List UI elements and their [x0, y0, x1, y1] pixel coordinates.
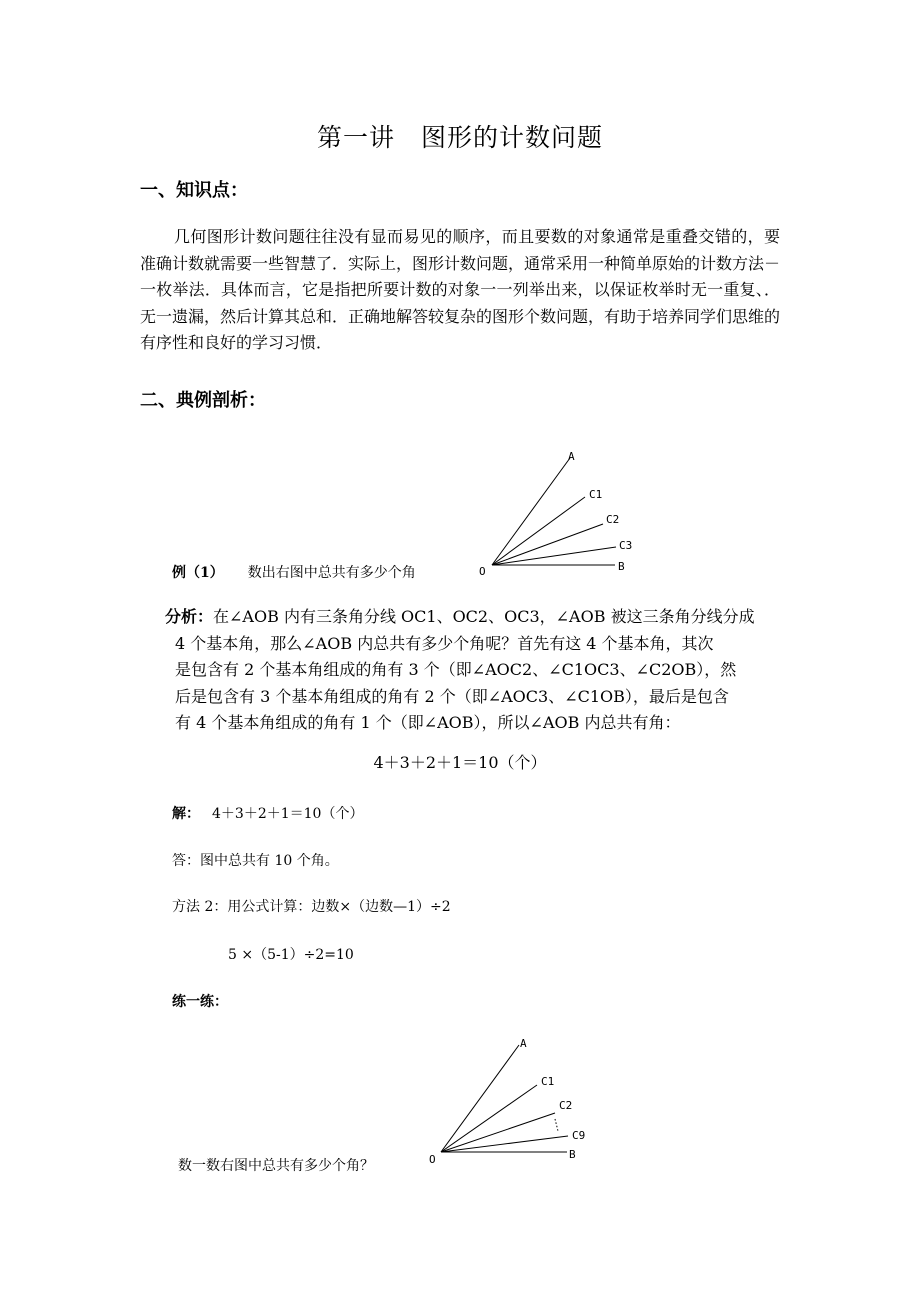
label-a: A [520, 1037, 527, 1050]
analysis-label: 分析： [165, 607, 214, 626]
label-c2: C2 [559, 1099, 573, 1112]
example1-label [172, 562, 416, 582]
practice-question: 数一数右图中总共有多少个角？ [178, 1158, 374, 1174]
method2-calculation: 5 ×（5-1）÷2=10 [228, 947, 354, 963]
label-c2: C2 [606, 513, 620, 526]
ray-oa [492, 458, 570, 565]
label-b: B [569, 1148, 576, 1161]
analysis-block [165, 604, 785, 737]
knowledge-paragraph: 几何图形计数问题往往没有显而易见的顺序，而且要数的对象通常是重叠交错的，要准确计数就需要一些智慧了．实际上，图形计数问题，通常采用一种简单原始的计数方法－一枚举法．具体而言，它是指把所要计数的对象一一列举出来，以保证枚举时无一重复、．无一遗漏，然后计算其总和．正确地解答较复杂的图形个数问题，有助于培养同学们思维的有序性和良好的学习习惯． [140, 227, 781, 352]
practice-angle-figure [422, 1032, 602, 1172]
solution-line [172, 803, 363, 823]
analysis-line-3: 是包含有 2 个基本角组成的角有 3 个（即∠AOC2、∠C1OC3、∠C2OB），然 [175, 660, 737, 679]
section-heading-examples: 二、典例剖析： [140, 390, 266, 411]
solution-text: 4＋3＋2＋1＝10（个） [212, 806, 364, 822]
ray-oc3 [492, 547, 616, 565]
label-a: A [568, 450, 575, 463]
ray-oc2 [441, 1113, 555, 1152]
solution-label: 解： [172, 806, 200, 822]
method2-line: 方法 2：用公式计算：边数×（边数—1）÷2 [172, 899, 451, 915]
answer-line: 答：图中总共有 10 个角。 [172, 853, 339, 869]
ellipsis-dots [555, 1119, 558, 1131]
label-c3: C3 [619, 539, 633, 552]
summation-formula: 4＋3＋2＋1＝10（个） [373, 753, 547, 772]
ray-oc1 [492, 497, 585, 565]
analysis-line-5: 有 4 个基本角组成的角有 1 个（即∠AOB），所以∠AOB 内总共有角： [175, 713, 681, 732]
analysis-line-1: 在∠AOB 内有三条角分线 OC1、OC2、OC3，∠AOB 被这三条角分线分成 [213, 607, 755, 626]
page-title: 第一讲 图形的计数问题 [316, 123, 603, 152]
label-o: O [479, 565, 486, 578]
ray-oc2 [492, 524, 603, 565]
example1-question: 数出右图中总共有多少个角 [247, 565, 416, 581]
ray-oa [441, 1045, 519, 1152]
label-c9: C9 [572, 1129, 586, 1142]
section-heading-knowledge: 一、知识点： [140, 180, 248, 201]
practice-heading: 练一练： [172, 994, 228, 1010]
analysis-line-4: 后是包含有 3 个基本角组成的角有 2 个（即∠AOC3、∠C1OB），最后是包含 [175, 686, 729, 706]
analysis-line-2: 4 个基本角，那么∠AOB 内总共有多少个角呢？首先有这 4 个基本角，其次 [175, 633, 714, 653]
label-b: B [618, 560, 625, 573]
label-c1: C1 [541, 1075, 555, 1088]
example1-angle-figure [470, 445, 650, 580]
label-c1: C1 [589, 488, 603, 501]
example1-number: 例（1） [172, 565, 224, 581]
label-o: O [429, 1153, 436, 1166]
